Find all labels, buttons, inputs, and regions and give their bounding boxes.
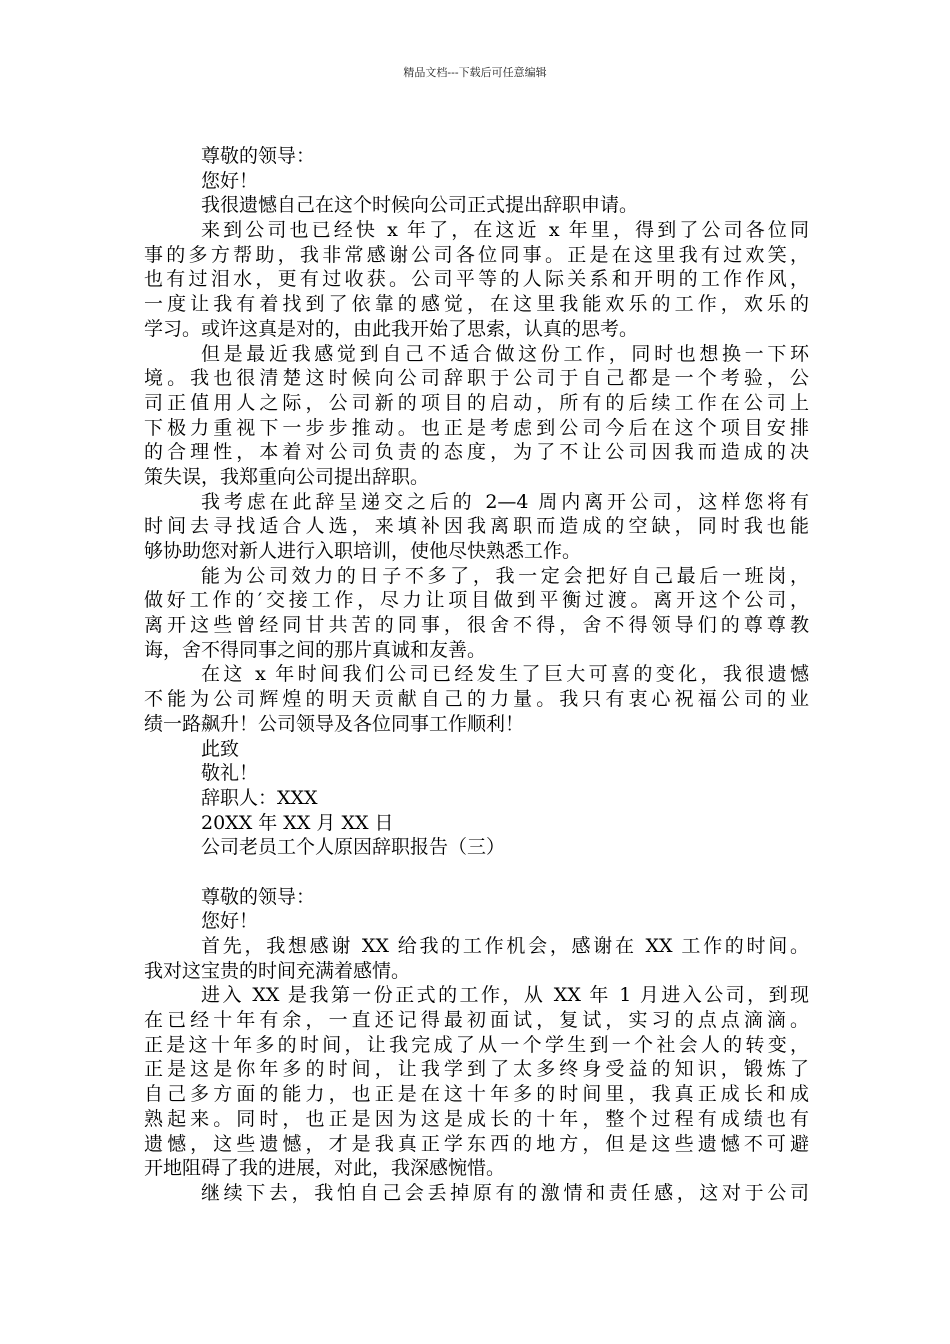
text-line: 绩一路飙升！公司领导及各位同事工作顺利！	[144, 712, 525, 735]
text-line: 辞职人：XXX	[201, 786, 318, 809]
text-line: 不能为公司辉煌的明天贡献自己的力量。我只有衷心祝福公司的业	[144, 688, 809, 711]
text-line: 公司老员工个人原因辞职报告（三）	[201, 836, 506, 859]
text-line: 来到公司也已经快 x 年了，在这近 x 年里，得到了公司各位同	[201, 219, 809, 242]
text-line: 能为公司效力的日子不多了，我一定会把好自己最后一班岗，	[201, 564, 809, 587]
text-line: 我很遗憾自己在这个时候向公司正式提出辞职申请。	[201, 194, 639, 217]
text-line: 一度让我有着找到了依靠的感觉，在这里我能欢乐的工作，欢乐的	[144, 293, 809, 316]
text-line: 诲，舍不得同事之间的那片真诚和友善。	[144, 638, 487, 661]
text-line: 尊敬的领导：	[201, 885, 316, 908]
text-line: 继续下去，我怕自己会丢掉原有的激情和责任感，这对于公司	[201, 1181, 809, 1204]
text-line: 熟起来。同时，也正是因为这是成长的十年，整个过程有成绩也有	[144, 1107, 809, 1130]
text-line: 您好！	[201, 910, 259, 933]
blank-line	[144, 860, 809, 885]
text-line: 开地阻碍了我的进展，对此，我深感惋惜。	[144, 1157, 506, 1180]
text-line: 正是这是你年多的时间，让我学到了太多终身受益的知识，锻炼了	[144, 1058, 809, 1081]
text-line: 在这 x 年时间我们公司已经发生了巨大可喜的变化，我很遗憾	[201, 663, 809, 686]
text-line: 首先，我想感谢 XX 给我的工作机会，感谢在 XX 工作的时间。	[201, 935, 809, 957]
text-line: 您好！	[201, 169, 259, 192]
text-line: 司正值用人之际，公司新的项目的启动，所有的后续工作在公司上	[144, 391, 809, 414]
text-line: 做好工作的′交接工作，尽力让项目做到平衡过渡。离开这个公司，	[144, 589, 809, 612]
text-line: 但是最近我感觉到自己不适合做这份工作，同时也想换一下环	[201, 342, 809, 365]
text-line: 此致	[201, 737, 240, 760]
text-line: 离开这些曾经同甘共苦的同事，很舍不得，舍不得领导们的尊尊教	[144, 614, 809, 637]
text-line: 进入 XX 是我第一份正式的工作，从 XX 年 1 月进入公司，到现	[201, 984, 809, 1007]
text-line: 学习。或许这真是对的，由此我开始了思索，认真的思考。	[144, 317, 639, 340]
text-line: 我考虑在此辞呈递交之后的 2—4 周内离开公司，这样您将有	[201, 490, 809, 513]
text-line: 事的多方帮助，我非常感谢公司各位同事。正是在这里我有过欢笑，	[144, 243, 809, 266]
text-line: 20XX 年 XX 月 XX 日	[201, 811, 394, 834]
text-line: 下极力重视下一步步推动。也正是考虑到公司今后在这个项目安排	[144, 416, 809, 439]
text-line: 我对这宝贵的时间充满着感情。	[144, 959, 411, 982]
text-line: 敬礼！	[201, 762, 259, 785]
page-header: 精品文档---下载后可任意编辑	[403, 66, 547, 79]
text-line: 境。我也很清楚这时候向公司辞职于公司于自己都是一个考验，公	[144, 367, 809, 390]
text-line: 自己多方面的能力，也正是在这十年多的时间里，我真正成长和成	[144, 1083, 809, 1106]
text-line: 尊敬的领导：	[201, 145, 316, 167]
text-line: 正是这十年多的时间，让我完成了从一个学生到一个社会人的转变，	[144, 1033, 809, 1056]
text-line: 遗憾，这些遗憾，才是我真正学东西的地方，但是这些遗憾不可避	[144, 1132, 809, 1155]
text-line: 也有过泪水，更有过收获。公司平等的人际关系和开明的工作作风，	[144, 268, 809, 291]
text-line: 时间去寻找适合人选，来填补因我离职而造成的空缺，同时我也能	[144, 515, 809, 538]
text-line: 的合理性，本着对公司负责的态度，为了不让公司因我而造成的决	[144, 441, 809, 464]
text-line: 够协助您对新人进行入职培训，使他尽快熟悉工作。	[144, 540, 582, 562]
text-line: 策失误，我郑重向公司提出辞职。	[144, 465, 430, 488]
text-line: 在已经十年有余，一直还记得最初面试，复试，实习的点点滴滴。	[144, 1009, 809, 1032]
document-body	[144, 144, 809, 1206]
